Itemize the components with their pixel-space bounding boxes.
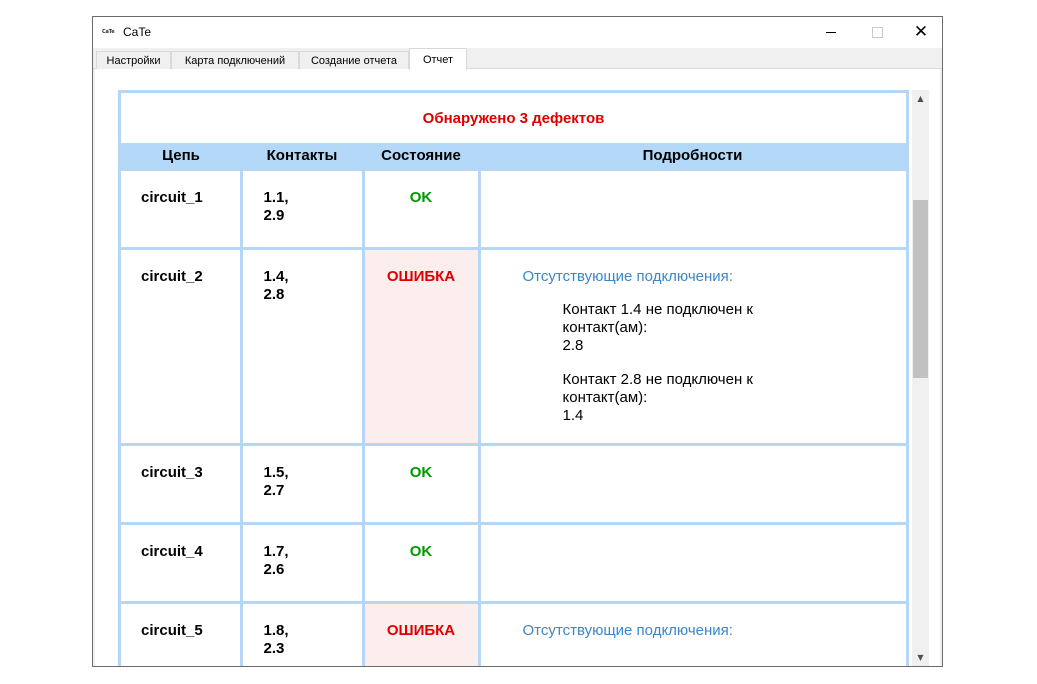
window-title: CaTe [123, 25, 152, 39]
missing-connection-entry [563, 301, 907, 355]
circuit-name: circuit_1 [121, 170, 241, 249]
pin-value: 2.9 [263, 207, 285, 224]
scroll-down-arrow-icon[interactable]: ▼ [917, 653, 924, 662]
missing-connection-pin: 1.4 [562, 407, 584, 424]
table-row [121, 170, 906, 249]
status-cell [363, 445, 479, 524]
pin-value: 2.7 [263, 482, 285, 499]
tab-connection-map[interactable]: Карта подключений [171, 51, 299, 69]
tab-create-report[interactable]: Создание отчета [299, 51, 409, 69]
status-ok: OK [409, 543, 433, 560]
column-header-pins: Контакты [241, 143, 363, 170]
minimize-icon [826, 32, 836, 33]
column-header-details: Подробности [479, 143, 906, 170]
tab-bar [93, 48, 942, 69]
column-header-status: Состояние [363, 143, 479, 170]
missing-connection-text: контакт(ам): [562, 389, 648, 406]
scrollbar-thumb[interactable] [913, 200, 928, 378]
maximize-icon [872, 27, 883, 38]
tab-report[interactable]: Отчет [409, 48, 467, 70]
status-cell [363, 603, 479, 667]
pin-value: 1.7, [263, 543, 289, 560]
circuit-name: circuit_4 [121, 524, 241, 603]
table-row [121, 524, 906, 603]
details-cell [479, 170, 906, 249]
report-view[interactable] [118, 90, 909, 666]
table-row [121, 445, 906, 524]
status-ok: OK [409, 189, 433, 206]
missing-connection-pin: 2.8 [562, 337, 584, 354]
minimize-button[interactable] [808, 17, 854, 48]
pin-value: 2.8 [263, 286, 285, 303]
tab-settings[interactable]: Настройки [96, 51, 171, 69]
missing-connection-entry [563, 371, 907, 425]
scroll-up-arrow-icon[interactable]: ▲ [917, 94, 924, 103]
details-cell [479, 524, 906, 603]
close-button[interactable] [898, 17, 943, 48]
report-table [121, 143, 906, 666]
defects-summary: Обнаружено 3 дефектов [422, 109, 605, 127]
missing-connection-text: Контакт 1.4 не подключен к [562, 301, 753, 318]
status-cell [363, 524, 479, 603]
vertical-scrollbar[interactable] [912, 90, 929, 666]
close-icon: ✕ [913, 22, 929, 42]
details-cell [479, 603, 906, 667]
missing-connections-heading: Отсутствующие подключения: [522, 268, 733, 285]
app-window [92, 16, 943, 667]
pins-cell [241, 249, 363, 445]
missing-connections-heading: Отсутствующие подключения: [522, 622, 733, 639]
pin-value: 2.3 [263, 640, 285, 657]
pins-cell [241, 524, 363, 603]
status-cell [363, 170, 479, 249]
pin-value: 1.5, [263, 464, 289, 481]
missing-connection-text: Контакт 2.8 не подключен к [562, 371, 753, 388]
status-cell [363, 249, 479, 445]
app-logo-icon: CaTe [102, 29, 115, 35]
circuit-name: circuit_5 [121, 603, 241, 667]
table-header-row [121, 143, 906, 170]
title-bar [93, 17, 942, 48]
column-header-circuit: Цепь [121, 143, 241, 170]
maximize-button[interactable] [854, 17, 900, 48]
report-panel [95, 69, 940, 666]
details-cell [479, 445, 906, 524]
pin-value: 1.8, [263, 622, 289, 639]
pins-cell [241, 170, 363, 249]
pins-cell [241, 603, 363, 667]
report-frame [118, 90, 909, 666]
status-error: ОШИБКА [386, 268, 456, 285]
status-error: ОШИБКА [386, 622, 456, 639]
circuit-name: circuit_2 [121, 249, 241, 445]
table-row [121, 603, 906, 667]
pins-cell [241, 445, 363, 524]
pin-value: 2.6 [263, 561, 285, 578]
pin-value: 1.4, [263, 268, 289, 285]
status-ok: OK [409, 464, 433, 481]
table-row [121, 249, 906, 445]
circuit-name: circuit_3 [121, 445, 241, 524]
details-cell [479, 249, 906, 445]
missing-connection-text: контакт(ам): [562, 319, 648, 336]
pin-value: 1.1, [263, 189, 289, 206]
